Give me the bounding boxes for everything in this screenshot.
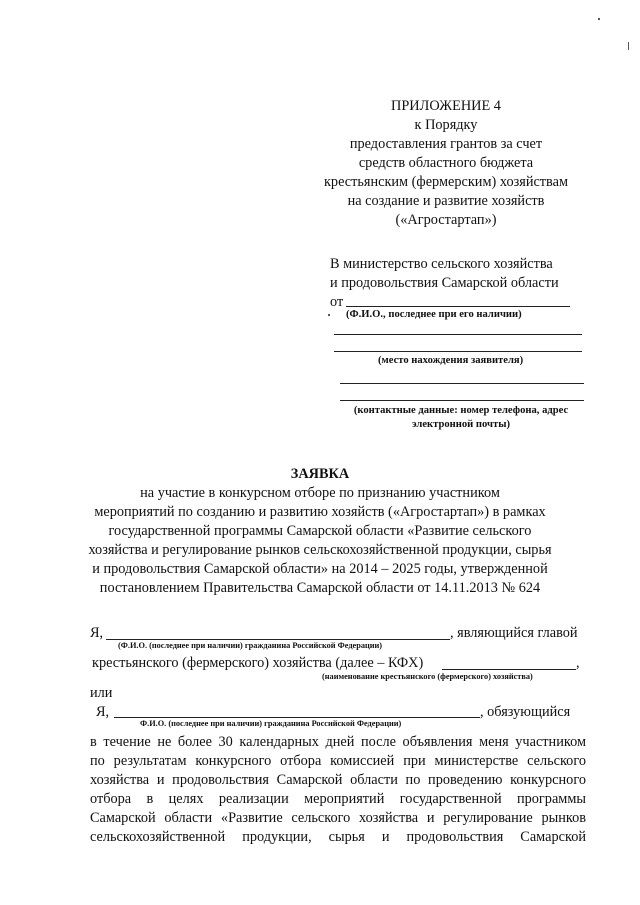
body-line: Самарской области «Развитие сельского хозяйства и регулирование рынков [90,810,586,826]
appendix-line: средств областного бюджета [358,155,534,171]
heading-line: на участие в конкурсном отборе по признанию участником [140,485,500,501]
location-caption: (место нахождения заявителя) [378,355,524,366]
appendix-line: к Порядку [414,117,478,133]
address-field-line-2[interactable] [334,351,582,352]
contacts-field-line[interactable] [340,383,584,384]
body-line: в течение не более 30 календарных дней после объявления меня участником [90,734,586,750]
scan-mark [628,42,629,50]
head-fio-field[interactable] [106,639,450,640]
ya-label-2: Я, [96,704,110,720]
kfh-end: , [576,655,580,671]
appendix-title: ПРИЛОЖЕНИЕ 4 [391,98,501,114]
addressee-line: В министерство сельского хозяйства [330,256,553,272]
obligated-suffix: , обязующийся [480,704,571,720]
heading-line: и продовольствия Самарской области» на 2014 – 2025 годы, утвержденной [92,561,548,577]
head-suffix: , являющийся главой [450,625,578,641]
kfh-name-field[interactable] [442,669,576,670]
fio-field-line[interactable] [346,306,570,307]
appendix-line: крестьянским (фермерским) хозяйствам [323,174,569,190]
from-label: от [330,294,344,310]
appendix-line: на создание и развитие хозяйств [347,193,545,209]
contacts-field-line-2[interactable] [340,400,584,401]
appendix-line: («Агростартап») [395,212,497,228]
page-title: ЗАЯВКА [290,466,350,482]
heading-line: постановлением Правительства Самарской области от 14.11.2013 № 624 [99,580,541,596]
heading-line: хозяйства и регулирование рынков сельскохозяйственной продукции, сырья [88,542,552,558]
obligated-fio-field[interactable] [114,717,480,718]
body-line: хозяйства и продовольствия Самарской области по проведению конкурсного [90,772,586,788]
scan-mark [328,314,330,316]
heading-line: мероприятий по созданию и развитию хозяйств («Агростартап») в рамках [94,504,546,520]
contacts-caption: электронной почты) [411,419,511,430]
fio-citizen-caption-2: Ф.И.О. (последнее при наличии) гражданина Российской Федерации) [140,719,402,728]
body-line: сельскохозяйственной продукции, сырья и продовольствия Самарской [90,829,586,845]
fio-caption: (Ф.И.О., последнее при его наличии) [346,309,522,320]
body-line: по результатам конкурсного отбора комиссией при министерстве сельского [90,753,586,769]
contacts-caption: (контактные данные: номер телефона, адрес [353,405,569,416]
fio-citizen-caption: (Ф.И.О. (последнее при наличии) гражданина Российской Федерации) [118,641,383,650]
ya-label: Я, [90,625,104,641]
kfh-label: крестьянского (фермерского) хозяйства (далее – КФХ) [92,655,424,671]
kfh-caption: (наименование крестьянского (фермерского) хозяйства) [322,672,533,681]
or-label: или [90,685,113,701]
appendix-line: предоставления грантов за счет [349,136,543,152]
address-field-line[interactable] [334,334,582,335]
addressee-line: и продовольствия Самарской области [330,275,559,291]
scan-mark [598,18,600,20]
heading-line: государственной программы Самарской области «Развитие сельского [108,523,532,539]
body-line: отбора в целях реализации мероприятий государственной программы [90,791,586,807]
